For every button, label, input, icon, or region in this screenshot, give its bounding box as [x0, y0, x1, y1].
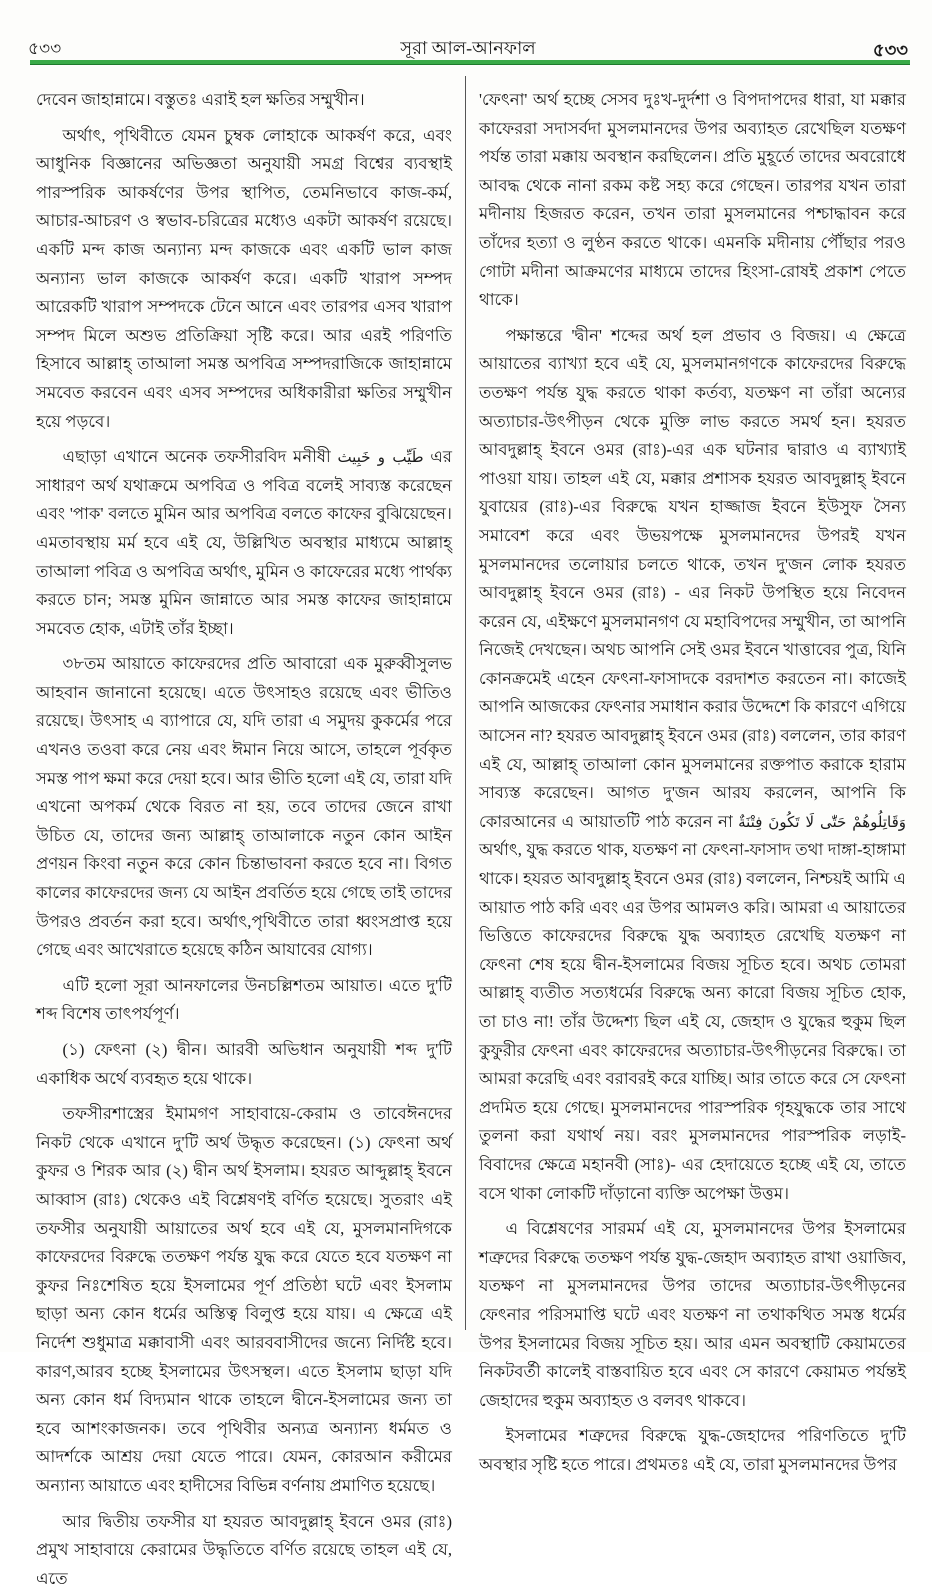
- right-column: [479, 86, 906, 1326]
- paragraph: তফসীরশাস্ত্রের ইমামগণ সাহাবায়ে-কেরাম ও তাবেঈনদের নিকট থেকে এখানে দু'টি অর্থ উদ্ধৃত করেছেন। (১) ফেৎনা অর্থ কুফর ও শিরক আর (২) দ্বীন অর্থ ইসলাম। হযরত আব্দুল্লাহ্ ইবনে আব্বাস (রাঃ) থেকেও এই বিশ্লেষণই বর্ণিত হয়েছে। সুতরাং এই তফসীর অনুযায়ী আয়াতের অর্থ হবে এই যে, মুসলমানদিগকে কাফেরদের বিরুদ্ধে ততক্ষণ পর্যন্ত যুদ্ধ করে যেতে হবে যতক্ষণ না কুফর নিঃশেষিত হয়ে ইসলামের পূর্ণ প্রতিষ্ঠা ঘটে এবং ইসলাম ছাড়া অন্য কোন ধর্মের অস্তিত্ব বিলুপ্ত হয়ে যায়। এ ক্ষেত্রে এই নির্দেশ শুধুমাত্র মক্কাবাসী এবং আরববাসীদের জন্যে নির্দিষ্ট হবে। কারণ,আরব হচ্ছে ইসলামের উৎসস্থল। এতে ইসলাম ছাড়া যদি অন্য কোন ধর্ম বিদ্যমান থাকে তাহলে দ্বীনে-ইসলামের জন্য তা হবে আশংকাজনক। তবে পৃথিবীর অন্যত্র অন্যান্য ধর্মমত ও আদর্শকে আশ্রয় দেয়া যেতে পারে। যেমন, কোরআন করীমের অন্যান্য আয়াতে এবং হাদীসের বিভিন্ন বর্ণনায় প্রমাণিত হয়েছে।: [36, 1100, 452, 1500]
- paragraph: [36, 443, 452, 643]
- left-column: [36, 86, 452, 1326]
- arabic-inline-text: طَيِّب و خَبِيث: [337, 448, 423, 466]
- paragraph: অর্থাৎ, পৃথিবীতে যেমন চুম্বক লোহাকে আকর্ষণ করে, এবং আধুনিক বিজ্ঞানের অভিজ্ঞতা অনুযায়ী সমগ্র বিশ্বের ব্যবস্থাই পারস্পরিক আকর্ষণের উপর স্থাপিত, তেমনিভাবে কাজ-কর্ম, আচার-আচরণ ও স্বভাব-চরিত্রের মধ্যেও একটা আকর্ষণ রয়েছে। একটি মন্দ কাজ অন্যান্য মন্দ কাজকে এবং একটি ভাল কাজ অন্যান্য ভাল কাজকে আকর্ষণ করে। একটি খারাপ সম্পদ আরেকটি খারাপ সম্পদকে টেনে আনে এবং তারপর এসব খারাপ সম্পদ মিলে অশুভ প্রতিক্রিয়া সৃষ্টি করে। আর এরই পরিণতি হিসাবে আল্লাহ্ তাআলা সমস্ত অপবিত্র সম্পদরাজিকে জাহান্নামে সমবেত করবেন এবং এসব সম্পদের অধিকারীরা ক্ষতির সম্মুখীন হয়ে পড়বে।: [36, 122, 452, 437]
- paragraph-text: পক্ষান্তরে 'দ্বীন' শব্দের অর্থ হল প্রভাব ও বিজয়। এ ক্ষেত্রে আয়াতের ব্যাখ্যা হবে এই যে, মুসলমানগণকে কাফেরদের বিরুদ্ধে ততক্ষণ পর্যন্ত যুদ্ধ করতে থাকা কর্তব্য, যতক্ষণ না তাঁরা অন্যের অত্যাচার-উৎপীড়ন থেকে মুক্তি লাভ করতে সমর্থ হন। হযরত আবদুল্লাহ্ ইবনে ওমর (রাঃ)-এর এক ঘটনার দ্বারাও এ ব্যাখ্যাই পাওয়া যায়। তাহল এই যে, মক্কার প্রশাসক হযরত আবদুল্লাহ্ ইবনে যুবায়ের (রাঃ)-এর বিরুদ্ধে যখন হাজ্জাজ ইবনে ইউসুফ সৈন্য সমাবেশ করে এবং উভয়পক্ষে মুসলমানদের উপরই যখন মুসলমানদের তলোয়ার চলতে থাকে, তখন দু'জন লোক হযরত আবদুল্লাহ্ ইবনে ওমর (রাঃ) - এর নিকট উপস্থিত হয়ে নিবেদন করেন যে, এইক্ষণে মুসলমানগণ যে মহাবিপদের সম্মুখীন, তা আপনি নিজেই দেখছেন। অথচ আপনি সেই ওমর ইবনে খাত্তাবের পুত্র, যিনি কোনক্রমেই এহেন ফেৎনা-ফাসাদকে বরদাশত করতেন না। কাজেই আপনি আজকের ফেৎনার সমাধান করার উদ্দেশে কি কারণে এগিয়ে আসেন না? হযরত আবদুল্লাহ্ ইবনে ওমর (রাঃ) বললেন, তার কারণ এই যে, আল্লাহ্ তাআলা কোন মুসলমানের রক্তপাত করাকে হারাম সাব্যস্ত করেছেন। আগত দু'জন আরয করলেন, আপনি কি কোরআনের এ আয়াতটি পাঠ করেন না: [479, 326, 906, 831]
- paragraph: 'ফেৎনা' অর্থ হচ্ছে সেসব দুঃখ-দুর্দশা ও বিপদাপদের ধারা, যা মক্কার কাফেররা সদাসর্বদা মুসলমানদের উপর অব্যাহত রেখেছিল যতক্ষণ পর্যন্ত তারা মক্কায় অবস্থান করছিলেন। প্রতি মুহূর্তে তাদের অবরোধে আবদ্ধ থেকে নানা রকম কষ্ট সহ্য করে গেছেন। তারপর যখন তারা মদীনায় হিজরত করেন, তখন তারা মুসলমানের পশ্চাদ্ধাবন করে তাঁদের হত্যা ও লুণ্ঠন করতে থাকে। এমনকি মদীনায় পৌঁছার পরও গোটা মদীনা আক্রমণের মাধ্যমে তাদের হিংসা-রোষই প্রকাশ পেতে থাকে।: [479, 86, 906, 315]
- paragraph: [479, 322, 906, 1208]
- paragraph: এ বিশ্লেষণের সারমর্ম এই যে, মুসলমানদের উপর ইসলামের শত্রুদের বিরুদ্ধে ততক্ষণ পর্যন্ত যুদ্ধ-জেহাদ অব্যাহত রাখা ওয়াজিব, যতক্ষণ না মুসলমানদের উপর তাদের অত্যাচার-উৎপীড়নের ফেৎনার পরিসমাপ্তি ঘটে এবং যতক্ষণ না তথাকথিত সমস্ত ধর্মের উপর ইসলামের বিজয় সূচিত হয়। আর এমন অবস্থাটি কেয়ামতের নিকটবর্তী কালেই বাস্তবায়িত হবে এবং সে কারণে কেয়ামত পর্যন্তই জেহাদের হুকুম অব্যাহত ও বলবৎ থাকবে।: [479, 1215, 906, 1415]
- paragraph-text: এর সাধারণ অর্থ যথাক্রমে অপবিত্র ও পবিত্র বলেই সাব্যস্ত করেছেন এবং 'পাক' বলতে মুমিন আর অপবিত্র বলতে কাফের বুঝিয়েছেন। এমতাবস্থায় মর্ম হবে এই যে, উল্লিখিত অবস্থার মাধ্যমে আল্লাহ্ তাআলা পবিত্র ও অপবিত্র অর্থাৎ, মুমিন ও কাফেরের মধ্যে পার্থক্য করতে চান; সমস্ত মুমিন জান্নাতে আর সমস্ত কাফের জাহান্নামে সমবেত হোক, এটাই তাঁর ইচ্ছা।: [36, 447, 452, 638]
- running-title: সূরা আল-আনফাল: [28, 34, 908, 65]
- page-header: [28, 34, 908, 58]
- column-divider: [465, 76, 466, 1330]
- paragraph: ইসলামের শত্রুদের বিরুদ্ধে যুদ্ধ-জেহাদের পরিণতিতে দু'টি অবস্থার সৃষ্টি হতে পারে। প্রথমতঃ এই যে, তারা মুসলমানদের উপর: [479, 1422, 906, 1479]
- page-number-right: ৫৩৩: [873, 36, 908, 67]
- page-number-left: ৫৩৩: [28, 36, 61, 64]
- paragraph: ৩৮তম আয়াতে কাফেরদের প্রতি আবারো এক মুরুব্বীসুলভ আহবান জানানো হয়েছে। এতে উৎসাহও রয়েছে এবং ভীতিও রয়েছে। উৎসাহ এ ব্যাপারে যে, যদি তারা এ সমুদয় কুকর্মের পরে এখনও তওবা করে নেয় এবং ঈমান নিয়ে আসে, তাহলে পূর্বকৃত সমস্ত পাপ ক্ষমা করে দেয়া হবে। আর ভীতি হলো এই যে, তারা যদি এখনো অপকর্ম থেকে বিরত না হয়, তবে তাদের জেনে রাখা উচিত যে, তাদের জন্য আল্লাহ্ তাআলাকে নতুন কোন আইন প্রণয়ন কিংবা নতুন করে কোন চিন্তাভাবনা করতে হবে না। বিগত কালের কাফেরদের জন্য যে আইন প্রবর্তিত হয়ে গেছে তাই তাদের উপরও প্রবর্তন করা হবে। অর্থাৎ,পৃথিবীতে তারা ধ্বংসপ্রাপ্ত হয়ে গেছে এবং আখেরাতে হয়েছে কঠিন আযাবের যোগ্য।: [36, 650, 452, 965]
- paragraph-text: অর্থাৎ, যুদ্ধ করতে থাক, যতক্ষণ না ফেৎনা-ফাসাদ তথা দাঙ্গা-হাঙ্গামা থাকে। হযরত আবদুল্লাহ্ ইবনে ওমর (রাঃ) বললেন, নিশ্চয়ই আমি এ আয়াত পাঠ করি এবং এর উপর আমলও করি। আমরা এ আয়াতের ভিত্তিতে কাফেরদের বিরুদ্ধে যুদ্ধ অব্যাহত রেখেছি যতক্ষণ না ফেৎনা শেষ হয়ে দ্বীন-ইসলামের বিজয় সূচিত হবে। অথচ তোমরা আল্লাহ্ ব্যতীত সত্যধর্মের বিরুদ্ধে অন্য কারো বিজয় সূচিত হোক, তা চাও না! তাঁর উদ্দেশ্য ছিল এই যে, জেহাদ ও যুদ্ধের হুকুম ছিল কুফুরীর ফেৎনা এবং কাফেরদের অত্যাচার-উৎপীড়নের বিরুদ্ধে। তা আমরা করেছি এবং বরাবরই করে যাচ্ছি। আর তাতে করে সে ফেৎনা প্রদমিত হয়ে গেছে। মুসলমানদের পারস্পরিক গৃহযুদ্ধকে তার সাথে তুলনা করা যথার্থ নয়। বরং মুসলমানদের পারস্পরিক লড়াই-বিবাদের ক্ষেত্রে মহানবী (সাঃ)- এর হেদায়েতে হচ্ছে এই যে, তাতে বসে থাকা লোকটি দাঁড়ানো ব্যক্তি অপেক্ষা উত্তম।: [479, 840, 906, 1202]
- paragraph: দেবেন জাহান্নামে। বস্তুতঃ এরাই হল ক্ষতির সম্মুখীন।: [36, 86, 452, 115]
- header-rule: [30, 60, 910, 65]
- paragraph: এটি হলো সূরা আনফালের উনচল্লিশতম আয়াত। এতে দু'টি শব্দ বিশেষ তাৎপর্যপূর্ণ।: [36, 972, 452, 1029]
- paragraph-text: এছাড়া এখানে অনেক তফসীরবিদ মনীষী: [63, 447, 338, 466]
- paragraph: (১) ফেৎনা (২) দ্বীন। আরবী অভিধান অনুযায়ী শব্দ দু'টি একাধিক অর্থে ব্যবহৃত হয়ে থাকে।: [36, 1036, 452, 1093]
- arabic-verse-inline: وَقَاتِلُوهُمْ حَتّٰى لَا تَكُونَ فِتْنَةٌ: [738, 813, 906, 831]
- paragraph: আর দ্বিতীয় তফসীর যা হযরত আবদুল্লাহ্ ইবনে ওমর (রাঃ) প্রমুখ সাহাবায়ে কেরামের উদ্ধৃতিতে বর্ণিত রয়েছে তাহল এই যে, এতে: [36, 1508, 452, 1593]
